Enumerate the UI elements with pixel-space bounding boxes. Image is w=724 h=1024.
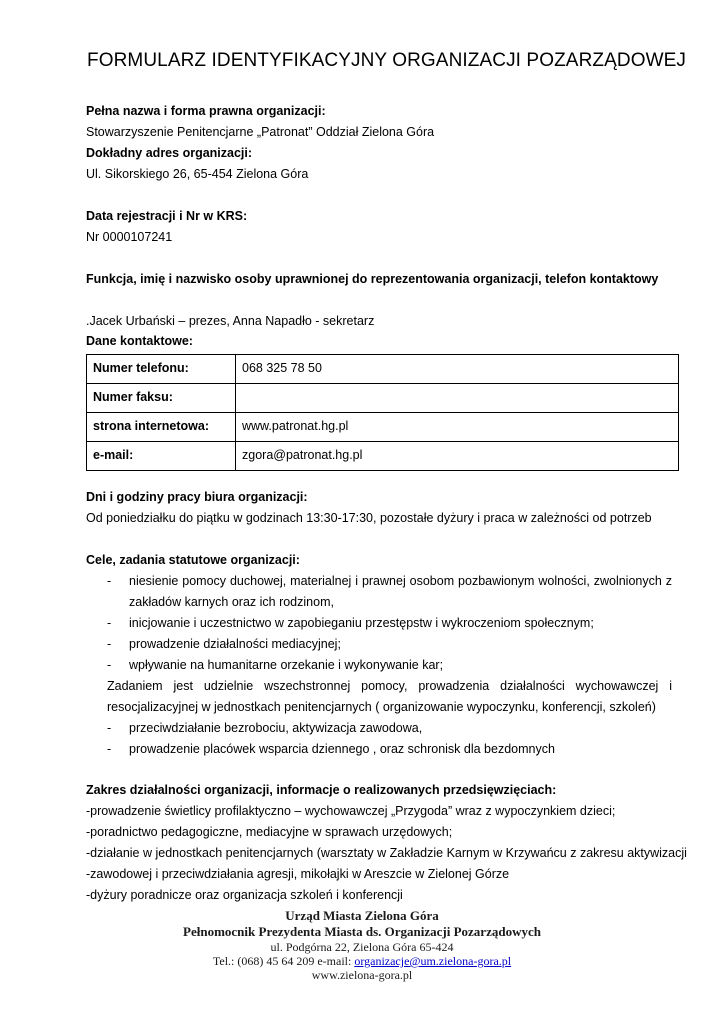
activity-line-3: -działanie w jednostkach penitencjarnych (warsztaty w Zakładzie Karnym w Krzywańcu z zakresu aktywizacji xyxy=(86,846,687,860)
contact-table xyxy=(86,354,679,471)
org-address-value: Ul. Sikorskiego 26, 65-454 Zielona Góra xyxy=(86,167,309,181)
activity-line-2: -poradnictwo pedagogiczne, mediacyjne w sprawach urzędowych; xyxy=(86,825,453,839)
krs-value: Nr 0000107241 xyxy=(86,230,173,244)
footer-phone: Tel.: (068) 45 64 209 e-mail: xyxy=(212,954,355,968)
activities-label: Zakres działalności organizacji, informacje o realizowanych przedsięwzięciach: xyxy=(86,783,557,797)
phone-value: 068 325 78 50 xyxy=(236,355,679,384)
org-name-value: Stowarzyszenie Penitencjarne „Patronat” Oddział Zielona Góra xyxy=(86,125,435,139)
goal-item-6: prowadzenie placówek wsparcia dziennego , oraz schronisk dla bezdomnych xyxy=(129,742,555,756)
website-value: www.patronat.hg.pl xyxy=(236,413,679,442)
org-name-label: Pełna nazwa i forma prawna organizacji: xyxy=(86,104,326,118)
table-row xyxy=(87,442,679,471)
footer-contact xyxy=(0,954,724,969)
goal-item-2: inicjowanie i uczestnictwo w zapobieganiu przestępstw i wykroczeniom społecznym; xyxy=(129,616,594,630)
fax-value xyxy=(236,384,679,413)
footer-address: ul. Podgórna 22, Zielona Góra 65-424 xyxy=(270,940,454,954)
goals-paragraph-line-1: Zadaniem jest udzielnie wszechstronnej pomocy, prowadzenia działalności wychowawczej i xyxy=(107,679,672,693)
activity-line-4: -zawodowej i przeciwdziałania agresji, mikołajki w Areszcie w Zielonej Górze xyxy=(86,867,510,881)
fax-label: Numer faksu: xyxy=(87,384,236,413)
representative-label: Funkcja, imię i nazwisko osoby uprawnionej do reprezentowania organizacji, telefon kontaktowy xyxy=(86,272,659,286)
activity-line-5: -dyżury poradnicze oraz organizacja szkoleń i konferencji xyxy=(86,888,403,902)
goal-item-1-line-2: zakładów karnych oraz ich rodzinom, xyxy=(129,595,334,609)
hours-value: Od poniedziałku do piątku w godzinach 13:30-17:30, pozostałe dyżury i praca w zależności od potrzeb xyxy=(86,511,652,525)
activity-line-1: -prowadzenie świetlicy profilaktyczno – wychowawczej „Przygoda” wraz z wypoczynkiem dzieci; xyxy=(86,804,616,818)
table-row xyxy=(87,413,679,442)
krs-label: Data rejestracji i Nr w KRS: xyxy=(86,209,248,223)
footer-email-link[interactable]: organizacje@um.zielona-gora.pl xyxy=(354,954,512,968)
representative-value: .Jacek Urbański – prezes, Anna Napadło - sekretarz xyxy=(86,314,375,328)
document-title: FORMULARZ IDENTYFIKACYJNY ORGANIZACJI POZARZĄDOWEJ xyxy=(87,50,686,71)
website-label: strona internetowa: xyxy=(87,413,236,442)
list-bullet: - xyxy=(107,574,112,588)
footer-plenipotentiary: Pełnomocnik Prezydenta Miasta ds. Organizacji Pozarządowych xyxy=(183,924,541,939)
table-row xyxy=(87,355,679,384)
org-address-label: Dokładny adres organizacji: xyxy=(86,146,253,160)
table-row xyxy=(87,384,679,413)
goal-item-4: wpływanie na humanitarne orzekanie i wykonywanie kar; xyxy=(129,658,444,672)
goal-item-3: prowadzenie działalności mediacyjnej; xyxy=(129,637,341,651)
footer-office: Urząd Miasta Zielona Góra xyxy=(285,908,439,923)
goal-item-1-line-1: niesienie pomocy duchowej, materialnej i prawnej osobom pozbawionym wolności, zwolnionych z xyxy=(129,574,672,588)
footer-website: www.zielona-gora.pl xyxy=(311,968,413,982)
email-value: zgora@patronat.hg.pl xyxy=(236,442,679,471)
hours-label: Dni i godziny pracy biura organizacji: xyxy=(86,490,308,504)
email-label: e-mail: xyxy=(87,442,236,471)
list-bullet: - xyxy=(107,616,112,630)
phone-label: Numer telefonu: xyxy=(87,355,236,384)
contact-label: Dane kontaktowe: xyxy=(86,334,193,348)
list-bullet: - xyxy=(107,742,112,756)
list-bullet: - xyxy=(107,721,112,735)
list-bullet: - xyxy=(107,658,112,672)
goals-label: Cele, zadania statutowe organizacji: xyxy=(86,553,300,567)
goal-item-5: przeciwdziałanie bezrobociu, aktywizacja zawodowa, xyxy=(129,721,423,735)
list-bullet: - xyxy=(107,637,112,651)
goals-paragraph-line-2: resocjalizacyjnej w jednostkach penitencjarnych ( organizowanie wypoczynku, konferencji, szkoleń) xyxy=(107,700,656,714)
